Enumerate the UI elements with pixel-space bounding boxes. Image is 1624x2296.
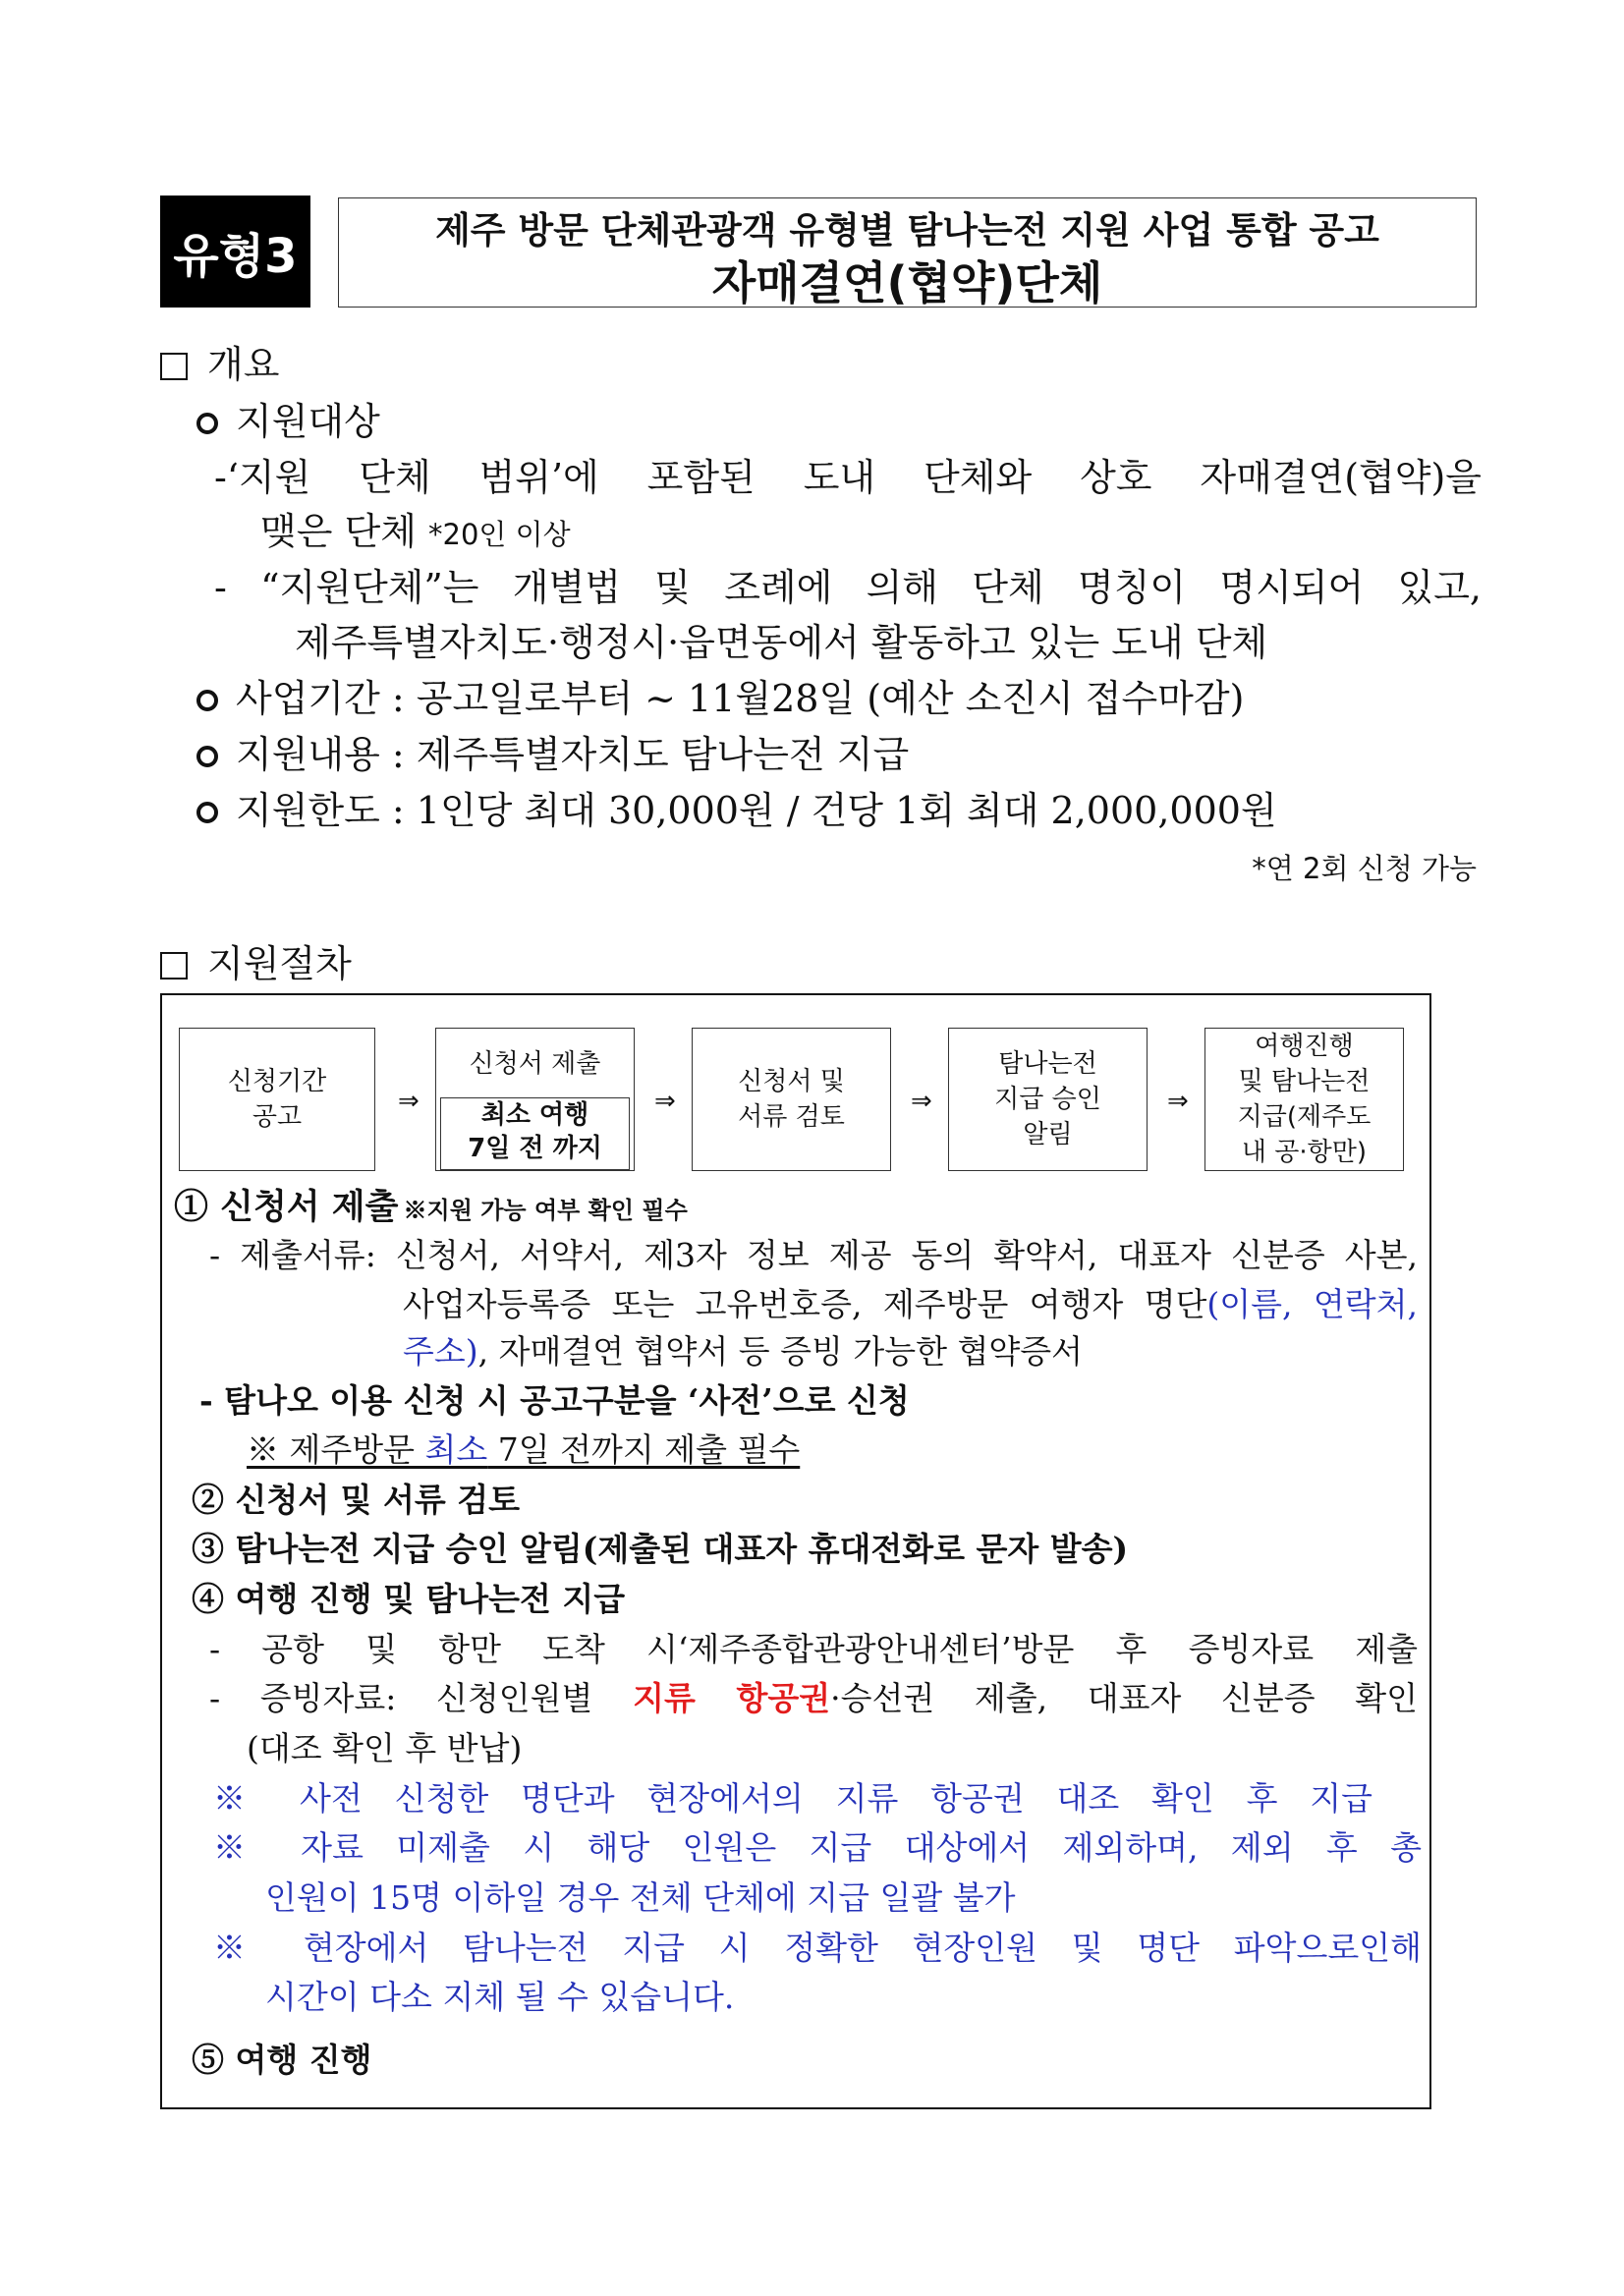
docs-line3: 주소), 자매결연 협약서 등 증빙 가능한 협약증서 xyxy=(403,1332,1083,1371)
blue-note3-line2: 시간이 다소 지체 될 수 있습니다. xyxy=(265,1978,735,2016)
flow-box-submit-deadline: 최소 여행 7일 전 까지 xyxy=(440,1097,630,1170)
title-box xyxy=(338,197,1477,308)
blue-note1: ※ 사전 신청한 명단과 현장에서의 지류 항공권 대조 확인 후 지급 xyxy=(213,1779,1372,1818)
tamnao-instruction: - 탐나오 이용 신청 시 공고구분을 ‘사전’으로 신청 xyxy=(199,1381,910,1420)
flow-box-application-period: 신청기간 공고 xyxy=(179,1028,375,1171)
checkbox-square-icon xyxy=(160,353,188,380)
step1-note: ※지원 가능 여부 확인 필수 xyxy=(403,1196,688,1224)
target-item1-line2: 맺은 단체 *20인 이상 xyxy=(260,510,571,553)
content-item: 지원내용 : 제주특별자치도 탐나는전 지급 xyxy=(196,724,909,778)
flow-box-payment: 여행진행 및 탐나는전 지급(제주도 내 공·항만) xyxy=(1204,1028,1404,1171)
blue-note2-line2: 인원이 15명 이하일 경우 전체 단체에 지급 일괄 불가 xyxy=(265,1878,1016,1917)
title-line1: 제주 방문 단체관광객 유형별 탐나는전 지원 사업 통합 공고 xyxy=(435,209,1379,252)
limit-note: *연 2회 신청 가능 xyxy=(1252,852,1477,885)
target-item2-line2: 제주특별자치도·행정시·읍면동에서 활동하고 있는 도내 단체 xyxy=(295,621,1268,664)
docs-line2: 사업자등록증 또는 고유번호증, 제주방문 여행자 명단(이름, 연락처, xyxy=(403,1285,1418,1323)
visit-instruction: - 공항 및 항만 도착 시‘제주종합관광안내센터’방문 후 증빙자료 제출 xyxy=(209,1630,1418,1668)
flow-box-submit: 신청서 제출 최소 여행 7일 전 까지 xyxy=(435,1028,635,1171)
target-item2-line1: - “지원단체”는 개별법 및 조례에 의해 단체 명칭이 명시되어 있고, xyxy=(214,566,1482,609)
page-title: 자매결연(협약)단체 xyxy=(711,256,1103,309)
limit-item: 지원한도 : 1인당 최대 30,000원 / 건당 1회 최대 2,000,000원 xyxy=(196,780,1277,834)
circle-bullet-icon xyxy=(196,413,218,434)
evidence-line1: - 증빙자료: 신청인원별 지류 항공권·승선권 제출, 대표자 신분증 확인 xyxy=(209,1679,1419,1717)
flow-arrow-icon: ⇒ xyxy=(398,1087,420,1116)
step3-heading: ③ 탐나는전 지급 승인 알림(제출된 대표자 휴대전화로 문자 발송) xyxy=(192,1530,1129,1568)
flow-arrow-icon: ⇒ xyxy=(654,1087,676,1116)
step1-heading: ① 신청서 제출 ※지원 가능 여부 확인 필수 xyxy=(174,1187,688,1227)
deadline-note: ※ 제주방문 최소 7일 전까지 제출 필수 xyxy=(247,1430,801,1469)
docs-line1: - 제출서류: 신청서, 서약서, 제3자 정보 제공 동의 확약서, 대표자 신분증 사본, xyxy=(209,1236,1418,1274)
circle-bullet-icon xyxy=(196,746,218,767)
period-item: 사업기간 : 공고일로부터 ~ 11월28일 (예산 소진시 접수마감) xyxy=(196,668,1244,722)
circle-bullet-icon xyxy=(196,690,218,711)
step4-heading: ④ 여행 진행 및 탐나는전 지급 xyxy=(192,1580,626,1618)
target-item1-line1: -‘지원 단체 범위’에 포함된 도내 단체와 상호 자매결연(협약)을 xyxy=(214,456,1482,499)
blue-note2-line1: ※ 자료 미제출 시 해당 인원은 지급 대상에서 제외하며, 제외 후 총 xyxy=(213,1828,1422,1867)
evidence-line2: (대조 확인 후 반납) xyxy=(247,1729,523,1767)
blue-note3-line1: ※ 현장에서 탐나는전 지급 시 정확한 현장인원 및 명단 파악으로인해 xyxy=(213,1929,1422,1967)
step5-heading: ⑤ 여행 진행 xyxy=(192,2041,372,2079)
procedure-heading: 지원절차 xyxy=(160,933,352,987)
checkbox-square-icon xyxy=(160,952,188,980)
overview-heading: 개요 xyxy=(160,334,279,388)
target-item1-note: *20인 이상 xyxy=(428,518,571,551)
flow-arrow-icon: ⇒ xyxy=(1167,1087,1189,1116)
flow-box-approval: 탐나는전 지급 승인 알림 xyxy=(948,1028,1148,1171)
type-badge: 유형3 xyxy=(160,196,310,308)
target-label: 지원대상 xyxy=(196,391,380,445)
flow-arrow-icon: ⇒ xyxy=(911,1087,932,1116)
circle-bullet-icon xyxy=(196,802,218,823)
flow-box-review: 신청서 및 서류 검토 xyxy=(692,1028,891,1171)
procedure-frame xyxy=(160,993,1431,2109)
step2-heading: ② 신청서 및 서류 검토 xyxy=(192,1481,520,1519)
